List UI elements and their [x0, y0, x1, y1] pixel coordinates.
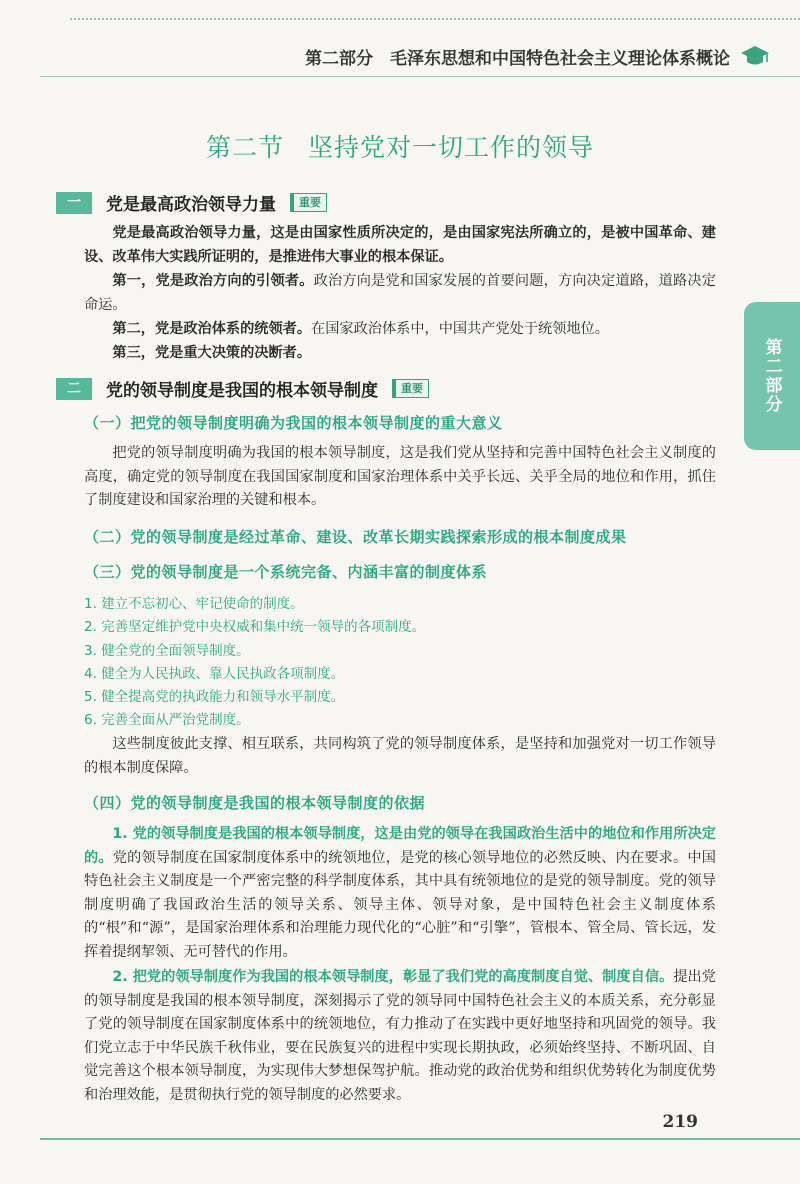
header-rule [40, 76, 800, 77]
side-tab-label: 第二部分 [761, 338, 782, 414]
list-item: 5. 健全提高党的执政能力和领导水平制度。 [84, 689, 345, 706]
section-number: 第二节 [205, 133, 284, 162]
subheading-1: （一）把党的领导制度明确为我国的根本领导制度的重大意义 [84, 414, 503, 432]
heading-part1-number: 一 [56, 192, 92, 214]
part1-point2-lead: 第二，党是政治体系的统领者。 [112, 321, 312, 337]
graduation-cap-icon [740, 43, 770, 69]
running-head [305, 42, 770, 70]
section-title-text: 坚持党对一切工作的领导 [308, 133, 595, 162]
heading-part2-number: 二 [56, 378, 92, 400]
part1-point3-lead: 第三，党是重大决策的决断者。 [112, 345, 312, 361]
page-number: 219 [662, 1112, 698, 1132]
list-item: 4. 健全为人民执政、靠人民执政各项制度。 [84, 665, 345, 682]
section-title [0, 128, 800, 164]
list-item: 6. 完善全面从严治党制度。 [84, 712, 250, 729]
subheading-4: （四）党的领导制度是我国的根本领导制度的依据 [84, 794, 426, 812]
important-badge: 重要 [392, 379, 429, 398]
basis-point1-text: 党的领导制度在国家制度体系中的统领地位，是党的核心领导地位的必然反映、内在要求。中国特色社会主义制度是一个严密完整的科学制度体系，其中具有统领地位的是党的领导制度。党的领导制度明确了我国政治生活的领导关系、领导主体、领导对象，是中国特色社会主义制度体系的“根”和“源”，是国家治理体系和治理能力现代化的“心脏”和“引擎”，管根本、管全局、管长远，发挥着提纲挈领、无可替代的作用。 [84, 849, 716, 960]
subheading-3: （三）党的领导制度是一个系统完备、内涵丰富的制度体系 [84, 563, 488, 581]
heading-part2-title: 党的领导制度是我国的根本领导制度 [106, 381, 378, 401]
subheading-2: （二）党的领导制度是经过革命、建设、改革长期实践探索形成的根本制度成果 [84, 528, 627, 546]
side-tab-part-two[interactable] [744, 302, 800, 450]
heading-part1 [56, 190, 327, 215]
basis-point2-text: 提出党的领导制度是我国的根本领导制度，深刻揭示了党的领导同中国特色社会主义的本质关系，充分彰显了党的领导制度在国家制度体系中的统领地位，有力推动了在实践中更好地坚持和巩固党的领导。我们党立志于中华民族千秋伟业，要在民族复兴的进程中实现长期执政，必须始终坚持、不断巩固、自觉完善这个根本领导制度，为实现伟大梦想保驾护航。推动党的政治优势和组织优势转化为制度优势和治理效能，是贯彻执行党的领导制度的必然要求。 [84, 969, 716, 1103]
subheading-1-text: 把党的领导制度明确为我国的根本领导制度，这是我们党从坚持和完善中国特色社会主义制度的高度，确定党的领导制度在我国国家制度和国家治理体系中关乎长远、关乎全局的地位和作用，抓住了制度建设和国家治理的关键和根本。 [84, 445, 716, 508]
list-item: 3. 健全党的全面领导制度。 [84, 642, 250, 659]
part1-intro: 党是最高政治领导力量，这是由国家性质所决定的，是由国家宪法所确立的，是被中国革命、建设、改革伟大实践所证明的，是推进伟大事业的根本保证。 [84, 225, 716, 265]
basis-point1 [84, 823, 716, 964]
part1-point1-lead: 第一，党是政治方向的引领者。 [112, 273, 314, 289]
part1-point1-text: 政治方向是党和国家发展的首要问题，方向决定道路，道路决定命运。 [84, 273, 716, 313]
part1-point1 [84, 270, 716, 317]
list-item: 1. 建立不忘初心、牢记使命的制度。 [84, 596, 304, 612]
part1-point2-text: 在国家政治体系中，中国共产党处于统领地位。 [311, 321, 609, 337]
basis-point1-lead: 1. 党的领导制度是我国的根本领导制度，这是由党的领导在我国政治生活中的地位和作用所决定的。 [84, 826, 716, 866]
list-item: 2. 完善坚定维护党中央权威和集中统一领导的各项制度。 [84, 619, 426, 636]
institution-list [84, 593, 425, 733]
part1-point2 [84, 318, 716, 342]
important-badge: 重要 [290, 193, 327, 212]
basis-point2-lead: 2. 把党的领导制度作为我国的根本领导制度，彰显了我们党的高度制度自觉、制度自信。 [112, 969, 674, 985]
basis-point2 [84, 966, 716, 1107]
top-decorative-rule [70, 8, 800, 20]
subheading-3-text: 这些制度彼此支撑、相互联系，共同构筑了党的领导制度体系，是坚持和加强党对一切工作领导的根本制度保障。 [84, 736, 716, 776]
heading-part1-title: 党是最高政治领导力量 [106, 195, 276, 215]
part1-point3 [84, 342, 716, 366]
heading-part2 [56, 376, 429, 401]
footer-rule [40, 1138, 800, 1140]
running-head-text: 第二部分 毛泽东思想和中国特色社会主义理论体系概论 [305, 48, 730, 69]
